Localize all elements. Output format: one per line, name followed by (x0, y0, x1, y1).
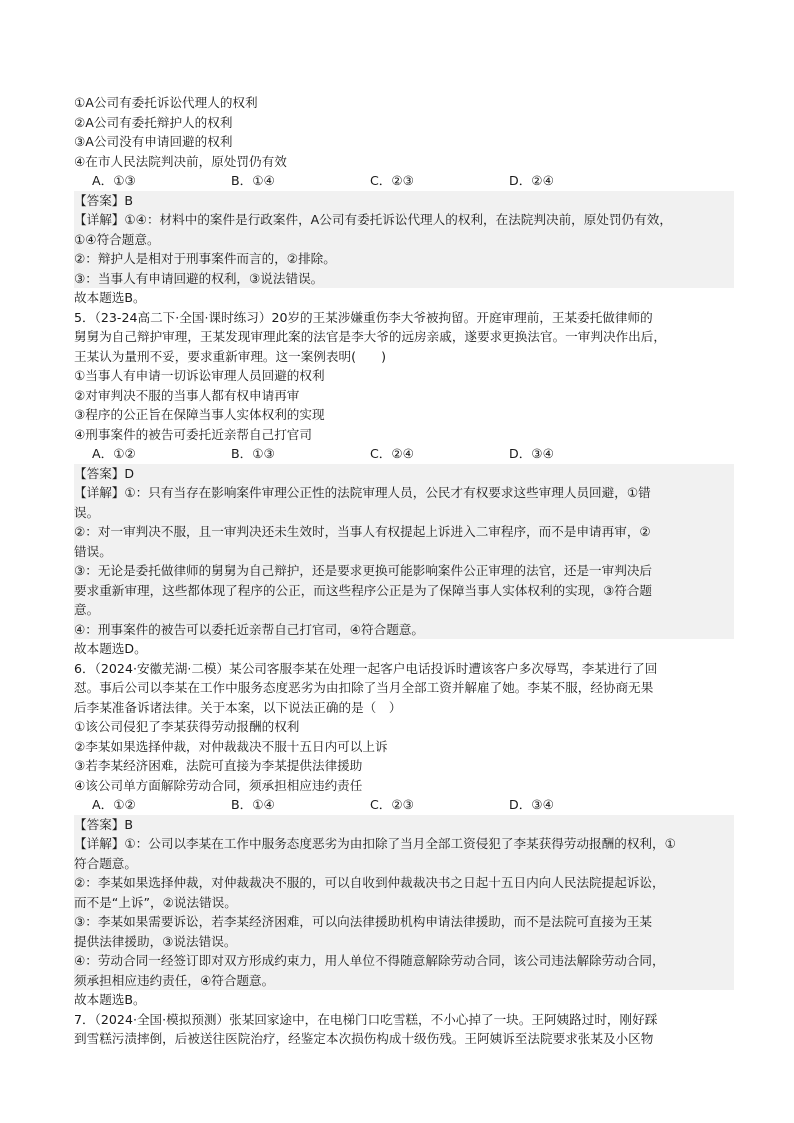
statement-2: ②A公司有委托辩护人的权利 (74, 114, 233, 130)
detail-line: ④：刑事案件的被告可以委托近亲帮自己打官司，④符合题意。 (74, 621, 425, 637)
answer-block (74, 191, 734, 289)
detail-line: ③：无论是委托做律师的舅舅为自己辩护，还是要求更换可能影响案件公正审理的法官，还是一审判决后 (74, 563, 653, 578)
question-stem: 后李某准备诉诸法律。关于本案，以下说法正确的是（ ） (74, 699, 402, 715)
detail-line: ③：当事人有申请回避的权利，③说法错误。 (74, 270, 324, 286)
statement-3: ③若李某经济困难，法院可直接为李某提供法律援助 (74, 758, 363, 773)
statement-2: ②李某如果选择仲裁，对仲裁裁决不服十五日内可以上诉 (74, 738, 388, 754)
answer-line: 【答案】D (74, 465, 135, 481)
question-stem: 6．（2024·安徽芜湖·二模）某公司客服李某在处理一起客户电话投诉时遭该客户多次辱骂，李某进行了回 (74, 660, 658, 676)
option-a: A．①② (92, 446, 136, 461)
option-d: D．③④ (509, 446, 554, 461)
statement-2: ②对审判决不服的当事人都有权申请再审 (74, 387, 300, 403)
answer-block (74, 464, 734, 640)
conclusion: 故本题选D。 (74, 641, 147, 656)
detail-line: 须承担相应违约责任，④符合题意。 (74, 972, 275, 988)
question-stem: 5．（23-24高二下·全国·课时练习）20岁的王某涉嫌重伤李大爷被拘留。开庭审理前，王某委托做律师的 (74, 309, 653, 325)
option-b: B．①④ (231, 797, 275, 812)
option-b: B．①④ (231, 173, 275, 188)
statement-4: ④在市人民法院判决前，原处罚仍有效 (74, 153, 287, 169)
detail-line: 误。 (74, 504, 100, 520)
detail-line: 【详解】①：只有当存在影响案件审理公正性的法院审理人员，公民才有权要求这些审理人员回避，①错 (74, 485, 651, 500)
question-stem: 到雪糕污渍摔倒，后被送往医院治疗，经鉴定本次损伤构成十级伤残。王阿姨诉至法院要求张某及小区物 (74, 1031, 654, 1046)
detail-line: 【详解】①④：材料中的案件是行政案件，A公司有委托诉讼代理人的权利，在法院判决前，原处罚仍有效， (74, 212, 672, 227)
document-content (74, 93, 734, 1049)
statement-3: ③程序的公正旨在保障当事人实体权利的实现 (74, 407, 325, 422)
detail-line: 错误。 (74, 543, 112, 559)
question-5 (74, 308, 734, 659)
option-a: A．①③ (92, 173, 136, 188)
detail-line: ②：李某如果选择仲裁，对仲裁裁决不服的，可以自收到仲裁裁决书之日起十五日内向人民法院提起诉讼， (74, 875, 665, 890)
options-row (74, 795, 734, 815)
detail-line: 要求重新审理，这些都体现了程序的公正，而这些程序公正是为了保障当事人实体权利的实现，③符合题 (74, 582, 653, 598)
options-row (74, 444, 734, 464)
detail-line: 意。 (74, 602, 100, 617)
detail-line: 符合题意。 (74, 855, 137, 871)
detail-line: 而不是“上诉”，②说法错误。 (74, 894, 237, 910)
detail-line: ②：辩护人是相对于刑事案件而言的，②排除。 (74, 251, 336, 266)
detail-line: ①④符合题意。 (74, 231, 160, 247)
option-c: C．②③ (370, 797, 414, 812)
answer-line: 【答案】B (74, 192, 134, 208)
detail-line: 【详解】①：公司以李某在工作中服务态度恶劣为由扣除了当月全部工资侵犯了李某获得劳动报酬的权利，① (74, 836, 676, 851)
question-stem: 舅舅为自己辩护审理，王某发现审理此案的法官是李大爷的远房亲戚，遂要求更换法官。一审判决作出后， (74, 329, 666, 344)
statement-1: ①A公司有委托诉讼代理人的权利 (74, 95, 258, 110)
option-b: B．①③ (231, 446, 275, 461)
detail-line: ③：李某如果需要诉讼，若李某经济困难，可以向法律援助机构申请法律援助，而不是法院可直接为王某 (74, 914, 653, 929)
question-stem: 7．（2024·全国·模拟预测）张某回家途中，在电梯门口吃雪糕，不小心掉了一块。王阿姨路过时，刚好踩 (74, 1011, 658, 1027)
question-stem: 怼。事后公司以李某在工作中服务态度恶劣为由扣除了当月全部工资并解雇了她。李某不服，经协商无果 (74, 680, 654, 695)
question-4 (74, 93, 734, 308)
option-a: A．①② (92, 797, 136, 812)
option-d: D．③④ (509, 797, 554, 812)
detail-line: ④：劳动合同一经签订即对双方形成约束力，用人单位不得随意解除劳动合同，该公司违法解除劳动合同， (74, 953, 665, 968)
detail-line: ②：对一审判决不服，且一审判决还未生效时，当事人有权提起上诉进入二审程序，而不是申请再审，② (74, 524, 651, 539)
conclusion: 故本题选B。 (74, 290, 146, 305)
detail-line: 提供法律援助，③说法错误。 (74, 933, 237, 949)
answer-block (74, 815, 734, 991)
statement-4: ④刑事案件的被告可委托近亲帮自己打官司 (74, 426, 312, 442)
statement-1: ①当事人有申请一切诉讼审理人员回避的权利 (74, 368, 325, 383)
statement-3: ③A公司没有申请回避的权利 (74, 134, 233, 149)
question-6 (74, 659, 734, 1010)
answer-line: 【答案】B (74, 816, 134, 832)
option-c: C．②④ (370, 446, 414, 461)
options-row (74, 171, 734, 191)
statement-4: ④该公司单方面解除劳动合同，须承担相应违约责任 (74, 777, 363, 793)
option-c: C．②③ (370, 173, 414, 188)
option-d: D．②④ (509, 173, 554, 188)
conclusion: 故本题选B。 (74, 992, 146, 1007)
question-stem: 王某认为量刑不妥，要求重新审理。这一案例表明( ) (74, 348, 387, 364)
statement-1: ①该公司侵犯了李某获得劳动报酬的权利 (74, 719, 300, 734)
question-7 (74, 1010, 734, 1049)
